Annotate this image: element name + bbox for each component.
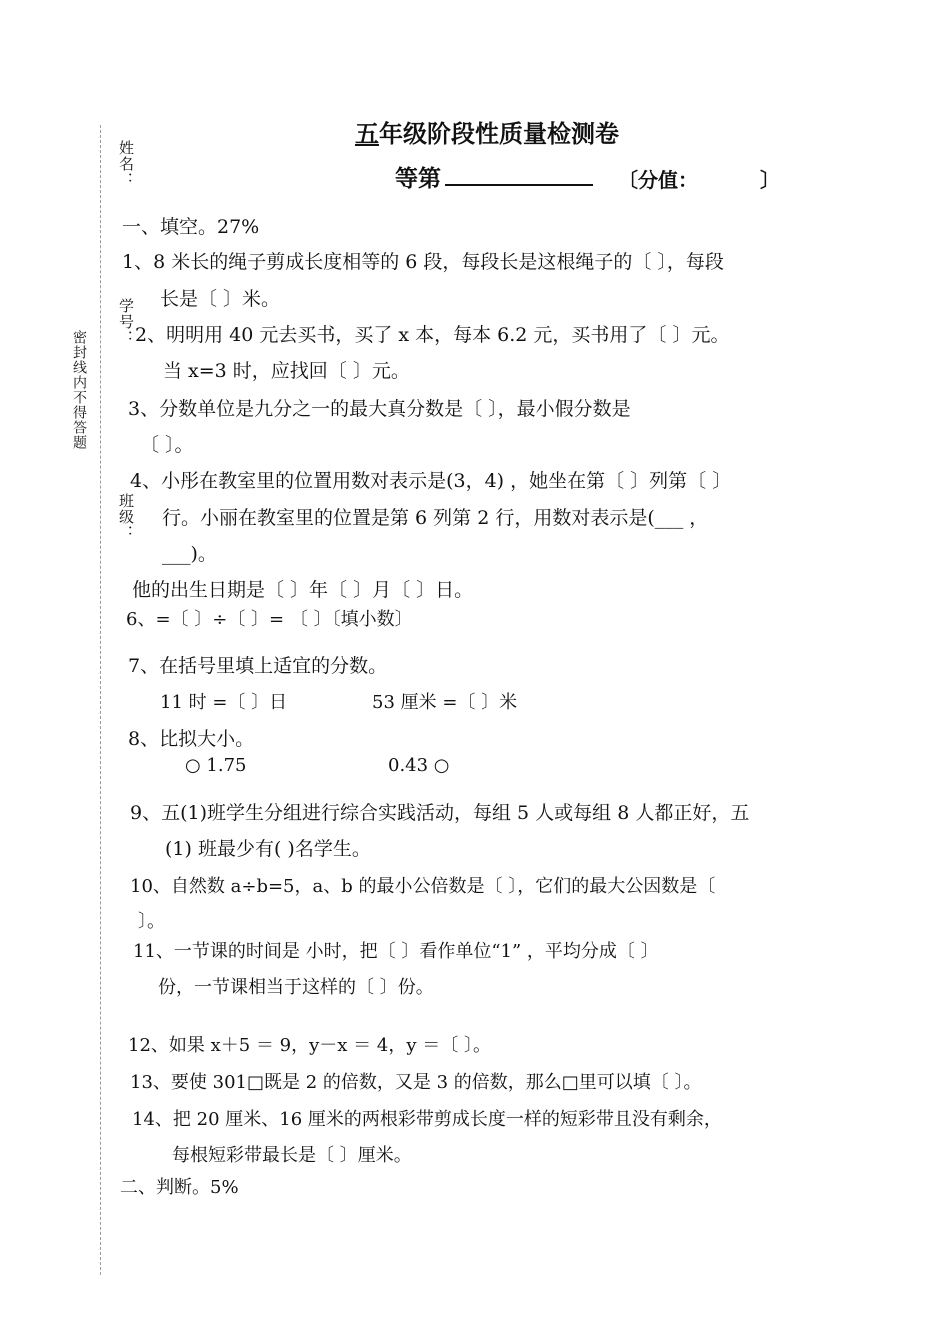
question-8-line: 8、比拟大小。 xyxy=(128,728,255,750)
score-label: 〔分值： xyxy=(618,168,698,192)
grade-label: 等第 xyxy=(395,166,441,192)
name-label: 姓名： xyxy=(117,140,135,188)
question-7-item-a: 11 时 =〔 〕日 xyxy=(160,692,288,713)
title-rest: 年级阶段性质量检测卷 xyxy=(379,120,619,148)
student-no-label: 学号： xyxy=(117,298,135,346)
section-2-heading: 二、判断。5% xyxy=(120,1177,239,1198)
question-6-line: 6、=〔 〕÷〔 〕= 〔 〕〔填小数〕 xyxy=(126,609,413,630)
question-9-line-2: (1) 班最少有( )名学生。 xyxy=(165,838,371,860)
question-5-line: 他的出生日期是〔 〕年〔 〕月〔 〕日。 xyxy=(132,579,474,601)
section-1-heading: 一、填空。27% xyxy=(122,216,260,238)
title-first-char: 五 xyxy=(355,120,379,148)
question-1-line-1: 1、8 米长的绳子剪成长度相等的 6 段，每段长是这根绳子的〔 〕，每段 xyxy=(122,251,724,273)
question-8-item-a: ○ 1.75 xyxy=(185,755,247,776)
question-7-item-b: 53 厘米 =〔 〕米 xyxy=(372,692,518,713)
seal-dashed-line xyxy=(100,125,101,1275)
question-2-line-1: 2、明明用 40 元去买书，买了 x 本，每本 6.2 元，买书用了〔 〕元。 xyxy=(135,324,730,346)
grade-blank[interactable] xyxy=(445,162,593,186)
question-10-line-2: 〕。 xyxy=(138,911,165,932)
question-1-line-2: 长是〔 〕米。 xyxy=(160,288,281,310)
question-9-line-1: 9、五(1)班学生分组进行综合实践活动，每组 5 人或每组 8 人都正好，五 xyxy=(130,802,750,824)
question-8-item-b: 0.43 ○ xyxy=(388,755,450,776)
class-label: 班级： xyxy=(117,493,135,541)
question-4-line-1: 4、小彤在教室里的位置用数对表示是(3，4) ，她坐在第〔 〕列第〔 〕 xyxy=(130,470,732,492)
question-3-line-1: 3、分数单位是九分之一的最大真分数是〔 〕，最小假分数是 xyxy=(128,398,631,420)
question-11-line-2: 份，一节课相当于这样的〔 〕份。 xyxy=(158,977,434,998)
question-13-line: 13、要使 301□既是 2 的倍数，又是 3 的倍数，那么□里可以填〔 〕。 xyxy=(130,1072,702,1093)
seal-notice: 密封线内不得答题 xyxy=(71,330,87,450)
question-12-line: 12、如果 x＋5 ＝ 9，y－x ＝ 4，y ＝〔 〕。 xyxy=(128,1035,491,1056)
page-title xyxy=(355,114,619,149)
question-4-line-2: 行。小丽在教室里的位置是第 6 列第 2 行，用数对表示是(___ ， xyxy=(162,507,709,529)
question-10-line-1: 10、自然数 a÷b=5，a、b 的最小公倍数是〔 〕，它们的最大公因数是〔 xyxy=(130,876,716,897)
question-2-line-2: 当 x=3 时，应找回〔 〕元。 xyxy=(163,360,410,382)
grade-row xyxy=(395,160,593,193)
question-7-line: 7、在括号里填上适宜的分数。 xyxy=(128,655,388,677)
question-14-line-2: 每根短彩带最长是〔 〕厘米。 xyxy=(172,1145,412,1166)
question-14-line-1: 14、把 20 厘米、16 厘米的两根彩带剪成长度一样的短彩带且没有剩余， xyxy=(132,1109,722,1130)
score-close: 〕 xyxy=(760,168,780,192)
question-3-line-2: 〔 〕。 xyxy=(140,434,194,456)
question-4-line-3: ___)。 xyxy=(162,543,217,565)
question-11-line-1: 11、一节课的时间是 小时，把〔 〕看作单位“1” ，平均分成〔 〕 xyxy=(133,941,659,962)
